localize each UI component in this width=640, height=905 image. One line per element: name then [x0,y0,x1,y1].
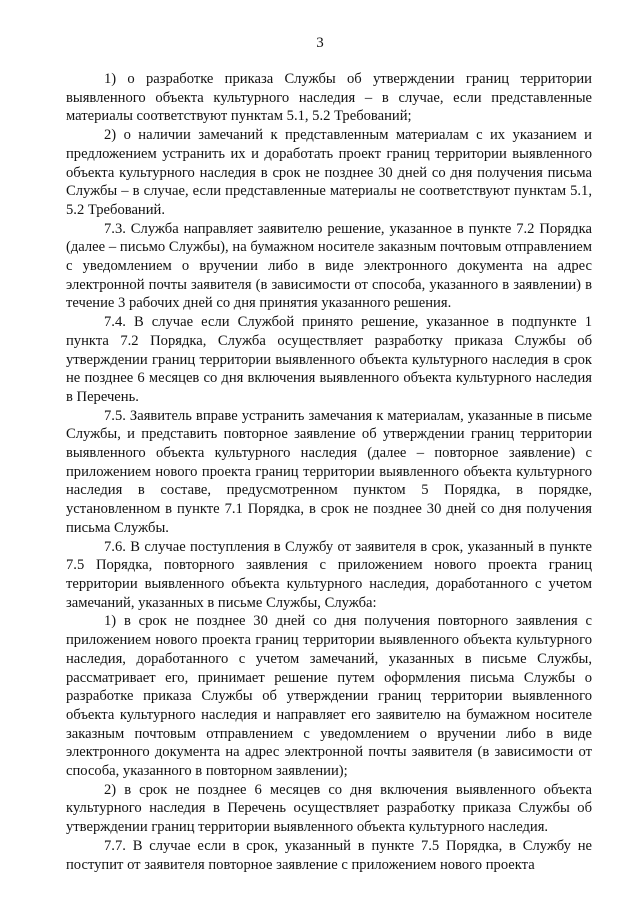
paragraph-7-6: 7.6. В случае поступления в Службу от заявителя в срок, указанный в пункте 7.5 Порядка, повторного заявления с приложением нового проекта границ территории выявленного объекта культурного наследия, доработанного с учетом замечаний, указанных в письме Службы, Служба: [66,538,592,611]
paragraph-7-2-item-1: 1) о разработке приказа Службы об утверждении границ территории выявленного объекта культурного наследия – в случае, если представленные материалы соответствуют пунктам 5.1, 5.2 Требований; [66,71,592,125]
paragraph-7-5: 7.5. Заявитель вправе устранить замечания к материалам, указанные в письме Службы, и представить повторное заявление об утверждении границ территории выявленного объекта культурного наследия (далее – повторное заявление) с приложением нового проекта границ территории выявленного объекта культурного наследия в составе, предусмотренном пунктом 5 Порядка, в порядке, установленном в пункте 7.1 Порядка, в срок не позднее 30 дней со дня получения письма Службы. [66,407,592,536]
paragraph-7-2-item-2: 2) о наличии замечаний к представленным материалам с их указанием и предложением устранить их и доработать проект границ территории выявленного объекта культурного наследия в срок не позднее 30 дней со дня получения письма Службы – в случае, если представленные материалы не соответствуют пунктам 5.1, 5.2 Требований. [66,127,592,218]
paragraph-7-3: 7.3. Служба направляет заявителю решение, указанное в пункте 7.2 Порядка (далее – письмо Службы), на бумажном носителе заказным почтовым отправлением с уведомлением о вручении либо в виде электронного документа на адрес электронной почты заявителя (в зависимости от способа, указанного в заявлении) в течение 3 рабочих дней со дня принятия указанного решения. [66,220,592,312]
document-body [66,70,592,874]
paragraph-7-7: 7.7. В случае если в срок, указанный в пункте 7.5 Порядка, в Службу не поступит от заявителя повторное заявление с приложением нового проекта [66,837,592,873]
paragraph-7-6-item-1: 1) в срок не позднее 30 дней со дня получения повторного заявления с приложением нового проекта границ территории выявленного объекта культурного наследия, доработанного с учетом замечаний, указанных в письме Службы, рассматривает его, принимает решение путем оформления письма Службы о разработке приказа Службы об утверждении границ территории выявленного объекта культурного наследия и направляет его заявителю на бумажном носителе заказным почтовым отправлением с уведомлением о вручении либо в виде электронного документа на адрес электронной почты заявителя (в зависимости от способа, указанного в повторном заявлении); [66,613,592,780]
paragraph-7-4: 7.4. В случае если Службой принято решение, указанное в подпункте 1 пункта 7.2 Порядка, Служба осуществляет разработку приказа Службы об утверждении границ территории выявленного объекта культурного наследия в срок не позднее 6 месяцев со дня включения выявленного объекта культурного наследия в Перечень. [66,314,592,405]
paragraph-7-6-item-2: 2) в срок не позднее 6 месяцев со дня включения выявленного объекта культурного наследия в Перечень осуществляет разработку приказа Службы об утверждении границ территории выявленного объекта культурного наследия. [66,781,592,836]
page-number: 3 [316,35,324,51]
